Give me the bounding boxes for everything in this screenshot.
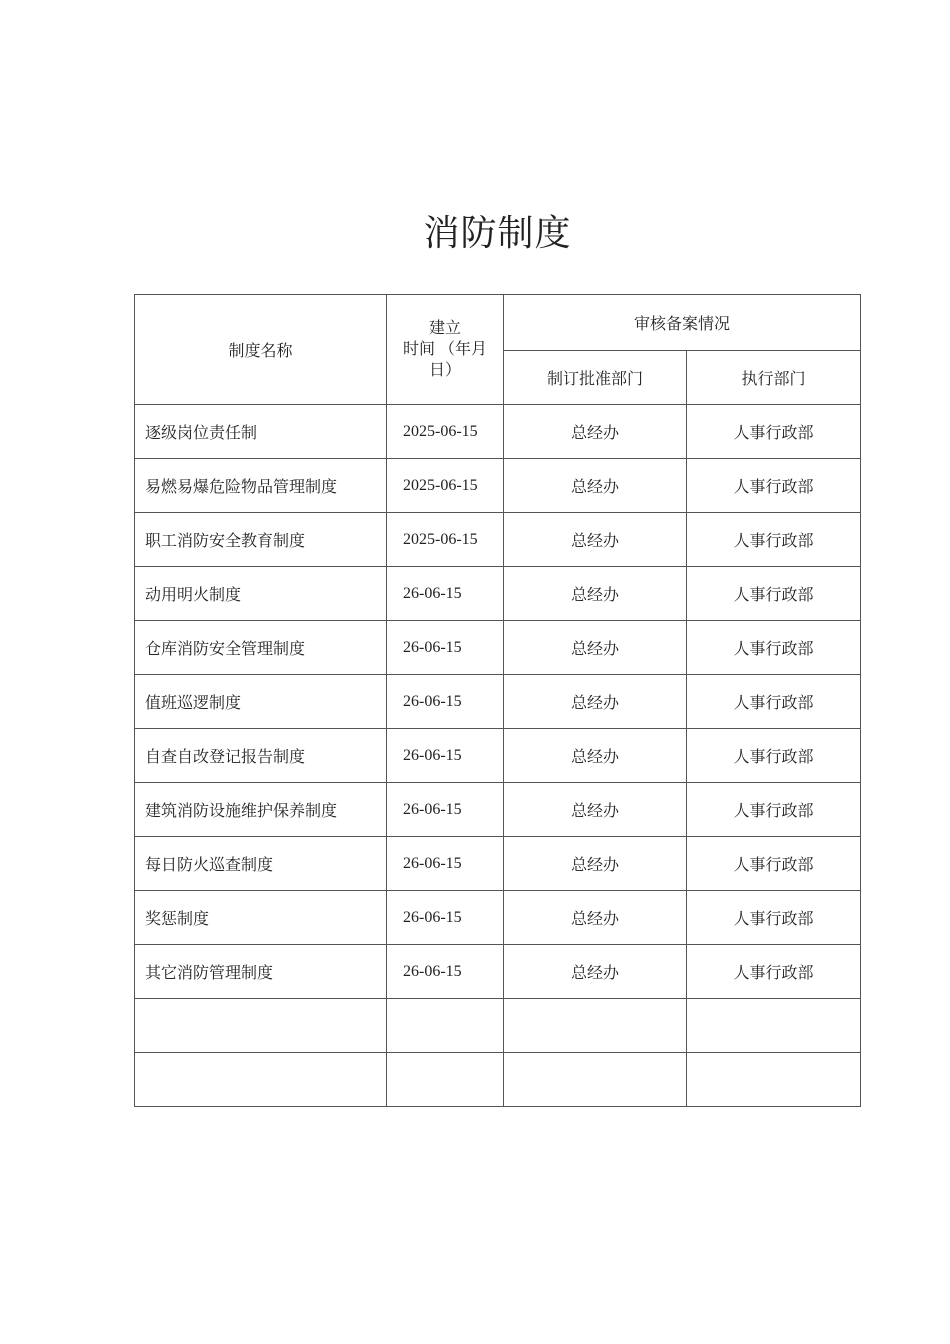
cell-established-date [387,999,504,1053]
cell-exec-dept: 人事行政部 [687,513,861,567]
cell-exec-dept: 人事行政部 [687,729,861,783]
cell-established-date: 2025-06-15 [387,513,504,567]
cell-established-date: 2025-06-15 [387,459,504,513]
table-row [135,1053,861,1107]
cell-established-date: 26-06-15 [387,945,504,999]
table-body [135,405,861,1107]
table-row [135,999,861,1053]
cell-regulation-name: 职工消防安全教育制度 [135,513,387,567]
cell-approval-dept: 总经办 [504,891,687,945]
cell-established-date: 26-06-15 [387,567,504,621]
table-row [135,945,861,999]
table-row [135,513,861,567]
cell-approval-dept: 总经办 [504,837,687,891]
table-row [135,675,861,729]
cell-exec-dept: 人事行政部 [687,891,861,945]
cell-exec-dept: 人事行政部 [687,837,861,891]
cell-regulation-name: 建筑消防设施维护保养制度 [135,783,387,837]
header-exec-dept: 执行部门 [687,351,861,405]
header-date-line1: 建立 [428,320,461,337]
header-date-line3: 日） [428,362,461,379]
table-row [135,567,861,621]
cell-exec-dept: 人事行政部 [687,405,861,459]
cell-exec-dept: 人事行政部 [687,621,861,675]
cell-established-date: 26-06-15 [387,783,504,837]
cell-established-date: 26-06-15 [387,891,504,945]
cell-approval-dept: 总经办 [504,729,687,783]
cell-established-date: 26-06-15 [387,675,504,729]
header-regulation-name: 制度名称 [135,295,387,405]
table-row [135,729,861,783]
cell-regulation-name [135,999,387,1053]
header-review-filing: 审核备案情况 [504,295,861,351]
cell-exec-dept: 人事行政部 [687,675,861,729]
cell-regulation-name: 逐级岗位责任制 [135,405,387,459]
cell-exec-dept [687,999,861,1053]
cell-regulation-name: 其它消防管理制度 [135,945,387,999]
cell-exec-dept: 人事行政部 [687,945,861,999]
cell-established-date: 26-06-15 [387,621,504,675]
cell-approval-dept: 总经办 [504,405,687,459]
cell-exec-dept [687,1053,861,1107]
cell-regulation-name: 仓库消防安全管理制度 [135,621,387,675]
cell-approval-dept: 总经办 [504,945,687,999]
cell-regulation-name: 值班巡逻制度 [135,675,387,729]
cell-approval-dept: 总经办 [504,675,687,729]
table-row [135,459,861,513]
cell-regulation-name: 每日防火巡查制度 [135,837,387,891]
cell-approval-dept: 总经办 [504,567,687,621]
cell-regulation-name: 易燃易爆危险物品管理制度 [135,459,387,513]
table-row [135,621,861,675]
cell-established-date [387,1053,504,1107]
cell-approval-dept: 总经办 [504,513,687,567]
cell-established-date: 26-06-15 [387,837,504,891]
cell-regulation-name: 自查自改登记报告制度 [135,729,387,783]
cell-approval-dept [504,1053,687,1107]
page-title: 消防制度 [423,213,572,253]
table-row [135,891,861,945]
cell-regulation-name: 动用明火制度 [135,567,387,621]
table-row [135,783,861,837]
cell-exec-dept: 人事行政部 [687,567,861,621]
cell-established-date: 2025-06-15 [387,405,504,459]
cell-approval-dept: 总经办 [504,621,687,675]
cell-approval-dept: 总经办 [504,459,687,513]
cell-approval-dept [504,999,687,1053]
header-established-date [387,295,504,405]
fire-regulations-table [134,294,861,1107]
cell-exec-dept: 人事行政部 [687,783,861,837]
cell-regulation-name: 奖惩制度 [135,891,387,945]
cell-approval-dept: 总经办 [504,783,687,837]
cell-regulation-name [135,1053,387,1107]
cell-exec-dept: 人事行政部 [687,459,861,513]
table-row [135,837,861,891]
header-approval-dept: 制订批准部门 [504,351,687,405]
cell-established-date: 26-06-15 [387,729,504,783]
header-date-line2: 时间 （年月 [402,341,487,358]
table-row [135,405,861,459]
